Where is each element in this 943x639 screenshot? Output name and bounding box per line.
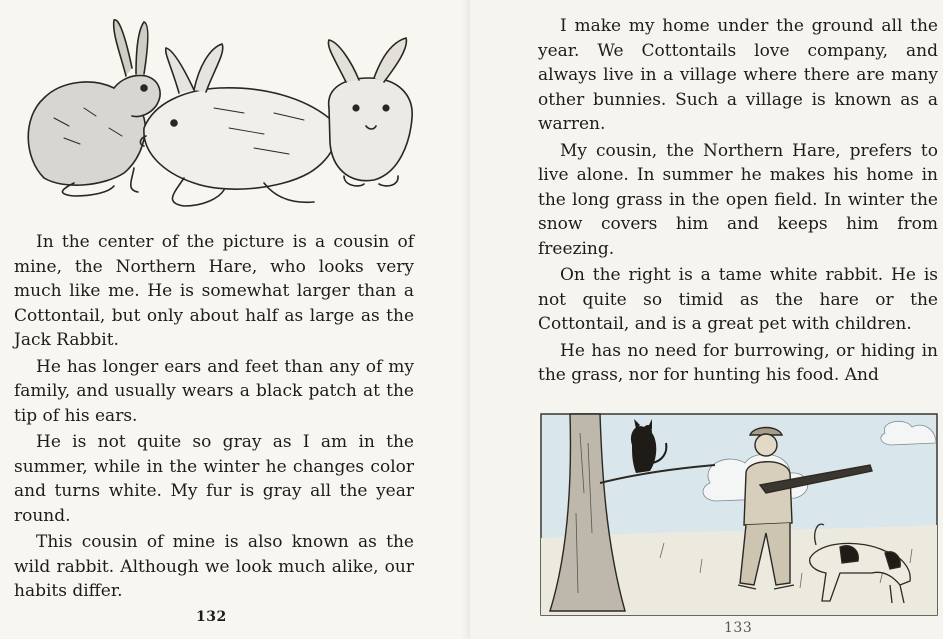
paragraph: He has no need for burrowing, or hiding in the grass, nor for hunting his food. And	[538, 340, 938, 385]
paragraph: My cousin, the Northern Hare, prefers to live alone. In summer he makes his home in the long grass in the open field. In winter the snow covers him and keeps him from freezing.	[538, 140, 938, 259]
left-page	[0, 0, 470, 639]
page-number-left: 132	[196, 609, 227, 625]
paragraph: On the right is a tame white rabbit. He is not quite so timid as the hare or the Cottontail, and is a great pet with children.	[538, 265, 938, 334]
right-page	[470, 0, 943, 639]
hunter-illustration	[540, 413, 938, 616]
rabbits-illustration	[14, 8, 424, 213]
paragraph: He has longer ears and feet than any of my family, and usually wears a black patch at the tip of his ears.	[14, 356, 414, 426]
paragraph: This cousin of mine is also known as the wild rabbit. Although we look much alike, our habits differ.	[14, 532, 414, 601]
page-number-right: 133	[724, 620, 753, 636]
paragraph: In the center of the picture is a cousin of mine, the Northern Hare, who looks very much like me. He is somewhat larger than a Cottontail, but only about half as large as the Jack Rabbit.	[14, 232, 414, 350]
paragraph: I make my home under the ground all the year. We Cottontails love company, and always live in a village where there are many other bunnies. Such a village is known as a warren.	[538, 16, 938, 134]
tame-white-rabbit-drawing	[328, 38, 412, 186]
left-page-text	[14, 230, 414, 606]
right-page-text	[538, 14, 938, 390]
cottontail-rabbit-drawing	[28, 20, 160, 196]
paragraph: He is not quite so gray as I am in the summer, while in the winter he changes color and turns white. My fur is gray all the year round.	[14, 432, 414, 526]
northern-hare-drawing	[140, 44, 336, 206]
